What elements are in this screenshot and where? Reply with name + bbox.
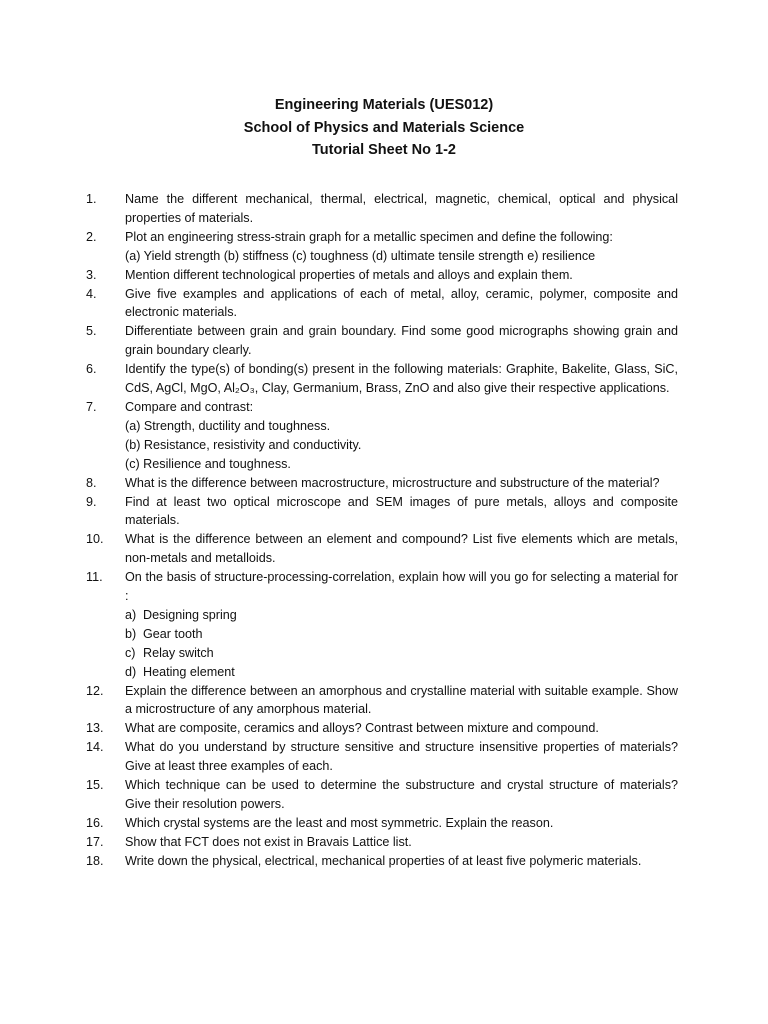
course-title: Engineering Materials (UES012) [274, 97, 494, 113]
question-text: Compare and contrast: [125, 399, 254, 414]
question-text: Write down the physical, electrical, mechanical properties of at least five polymeric materials. [125, 853, 642, 868]
question-body [125, 228, 678, 266]
question-text: Which crystal systems are the least and most symmetric. Explain the reason. [125, 815, 554, 830]
question-text: Plot an engineering stress-strain graph for a metallic specimen and define the following: [125, 229, 613, 244]
question-item [86, 719, 678, 738]
material-option [125, 663, 678, 682]
question-text: Identify the type(s) of bonding(s) present in the following materials: Graphite, Bakelite, Glass, SiC, CdS, AgCl, MgO, Al₂O₃, Clay, Germanium, Brass, ZnO and also give their respective applications. [125, 362, 678, 396]
question-body [125, 568, 678, 681]
question-item [86, 814, 678, 833]
question-subpart: (b) Resistance, resistivity and conductivity. [125, 437, 362, 452]
question-item [86, 360, 678, 398]
question-text: On the basis of structure-processing-correlation, explain how will you go for selecting a material for : [125, 570, 678, 604]
question-body [125, 474, 678, 493]
question-body [125, 360, 678, 398]
question-number: 7. [86, 399, 97, 414]
option-text: Heating element [143, 664, 235, 679]
question-item [86, 493, 678, 531]
question-number: 18. [86, 853, 104, 868]
question-item [86, 568, 678, 681]
question-body [125, 398, 678, 474]
material-option [125, 606, 678, 625]
question-text: Explain the difference between an amorphous and crystalline material with suitable example. Show a microstructure of any amorphous material. [125, 683, 678, 717]
question-number: 14. [86, 740, 104, 755]
question-list [86, 190, 678, 871]
question-item [86, 852, 678, 871]
question-text: Name the different mechanical, thermal, electrical, magnetic, chemical, optical and physical properties of materials. [125, 192, 678, 225]
option-text: Gear tooth [143, 626, 203, 641]
school-name: School of Physics and Materials Science [243, 119, 525, 136]
document-header [0, 94, 768, 162]
question-subpart: (a) Strength, ductility and toughness. [125, 418, 331, 433]
question-item [86, 776, 678, 814]
question-text: Find at least two optical microscope and SEM images of pure metals, alloys and composite materials. [125, 494, 678, 528]
question-text: What are composite, ceramics and alloys? Contrast between mixture and compound. [125, 721, 599, 736]
question-item [86, 530, 678, 568]
question-body [125, 833, 678, 852]
question-number: 1. [86, 192, 97, 206]
question-body [125, 266, 678, 285]
question-number: 5. [86, 324, 97, 339]
question-body [125, 852, 678, 871]
question-item [86, 738, 678, 776]
question-number: 17. [86, 834, 104, 849]
question-body [125, 814, 678, 833]
option-text: Designing spring [143, 607, 237, 622]
question-item [86, 190, 678, 228]
question-text: Give five examples and applications of each of metal, alloy, ceramic, polymer, composite and electronic materials. [125, 286, 678, 320]
question-item [86, 398, 678, 474]
question-text: What do you understand by structure sensitive and structure insensitive properties of materials? Give at least three examples of each. [125, 740, 678, 774]
question-subpart: (a) Yield strength (b) stiffness (c) toughness (d) ultimate tensile strength e) resilience [125, 248, 596, 263]
option-letter: a) [125, 607, 137, 622]
question-body [125, 190, 678, 228]
question-body [125, 776, 678, 814]
question-item [86, 682, 678, 720]
question-item [86, 285, 678, 323]
question-body [125, 530, 678, 568]
question-body [125, 682, 678, 720]
question-number: 10. [86, 532, 104, 547]
question-item [86, 833, 678, 852]
question-body [125, 738, 678, 776]
question-body [125, 493, 678, 531]
question-number: 3. [86, 267, 97, 282]
question-number: 4. [86, 286, 97, 301]
question-number: 15. [86, 778, 104, 793]
question-item [86, 474, 678, 493]
question-text: What is the difference between an element and compound? List five elements which are metals, non-metals and metalloids. [125, 532, 678, 566]
question-number: 2. [86, 229, 97, 244]
question-number: 16. [86, 815, 104, 830]
question-text: Which technique can be used to determine the substructure and crystal structure of materials? Give their resolution powers. [125, 778, 678, 811]
option-text: Relay switch [143, 645, 214, 660]
option-letter: d) [125, 664, 137, 679]
question-item [86, 228, 678, 266]
question-subpart: (c) Resilience and toughness. [125, 456, 291, 471]
question-body [125, 719, 678, 738]
option-letter: b) [125, 626, 137, 641]
question-text: Differentiate between grain and grain boundary. Find some good micrographs showing grain and grain boundary clearly. [125, 324, 678, 358]
question-number: 13. [86, 721, 104, 736]
material-option [125, 625, 678, 644]
question-number: 6. [86, 362, 97, 377]
question-item [86, 266, 678, 285]
question-number: 11. [86, 570, 103, 585]
question-body [125, 322, 678, 360]
question-number: 12. [86, 683, 104, 698]
sheet-title: Tutorial Sheet No 1-2 [312, 142, 456, 158]
question-number: 9. [86, 494, 97, 509]
question-item [86, 322, 678, 360]
question-body [125, 285, 678, 323]
question-text: What is the difference between macrostructure, microstructure and substructure of the material? [125, 475, 660, 490]
question-text: Mention different technological properties of metals and alloys and explain them. [125, 267, 573, 282]
option-letter: c) [125, 645, 136, 660]
question-text: Show that FCT does not exist in Bravais Lattice list. [125, 834, 412, 849]
material-option [125, 644, 678, 663]
question-number: 8. [86, 475, 97, 490]
